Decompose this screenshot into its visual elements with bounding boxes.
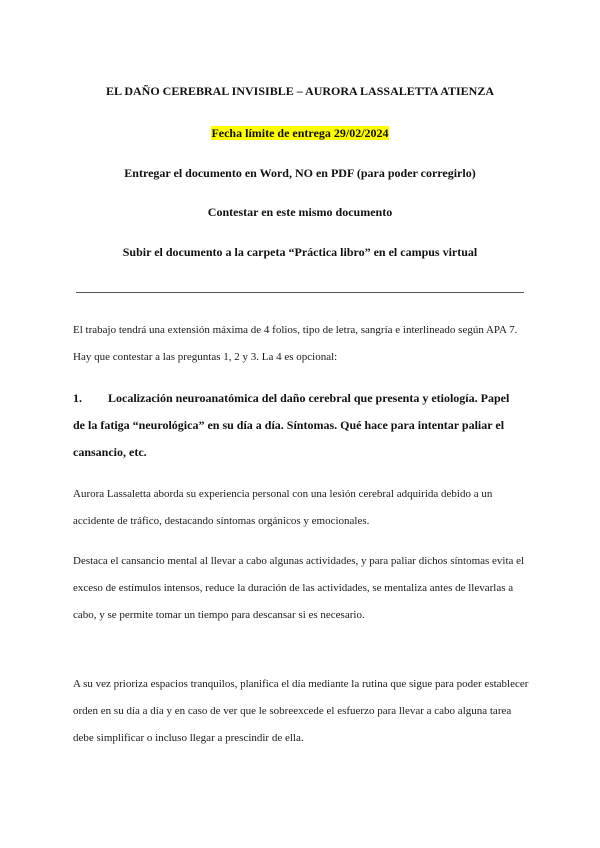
question-1-text: Localización neuroanatómica del daño cerebral que presenta y etiología. Papel de la fatiga “neurológica” en su día a día. Síntomas. Qué hace para intentar paliar el cansancio, etc. — [73, 391, 510, 459]
intro-paragraph: El trabajo tendrá una extensión máxima de 4 folios, tipo de letra, sangría e interlineado según APA 7. Hay que contestar a las preguntas 1, 2 y 3. La 4 es opcional: — [73, 324, 518, 363]
document-title: EL DAÑO CEREBRAL INVISIBLE – AURORA LASSALETTA ATIENZA — [105, 84, 494, 98]
question-1-number: 1. — [73, 391, 82, 405]
deadline-line — [60, 126, 540, 141]
horizontal-divider — [76, 292, 524, 293]
question-1-heading — [73, 385, 523, 466]
upload-instruction: Subir el documento a la carpeta “Práctica libro” en el campus virtual — [122, 245, 478, 259]
answer-here-instruction: Contestar en este mismo documento — [207, 205, 393, 219]
word-format-instruction: Entregar el documento en Word, NO en PDF (para poder corregirlo) — [124, 166, 476, 180]
answer-paragraph-1: Aurora Lassaletta aborda su experiencia personal con una lesión cerebral adquirida debido a un accidente de tráfico, destacando síntomas orgánicos y emocionales. — [73, 488, 493, 527]
answer-paragraph-2: Destaca el cansancio mental al llevar a cabo algunas actividades, y para paliar dichos síntomas evita el exceso de estímulos intensos, reduce la duración de las actividades, se mentaliza antes de llevarlas a cabo, y se permite tomar un tiempo para descansar si es necesario. — [73, 555, 525, 621]
answer-paragraph-3: A su vez prioriza espacios tranquilos, planifica el día mediante la rutina que sigue para poder establecer orden en su día a día y en caso de ver que le sobreexcede el esfuerzo para llevar a cabo alguna tarea debe simplificar o incluso llegar a prescindir de ella. — [73, 678, 529, 744]
deadline-highlight: Fecha límite de entrega 29/02/2024 — [211, 126, 389, 140]
